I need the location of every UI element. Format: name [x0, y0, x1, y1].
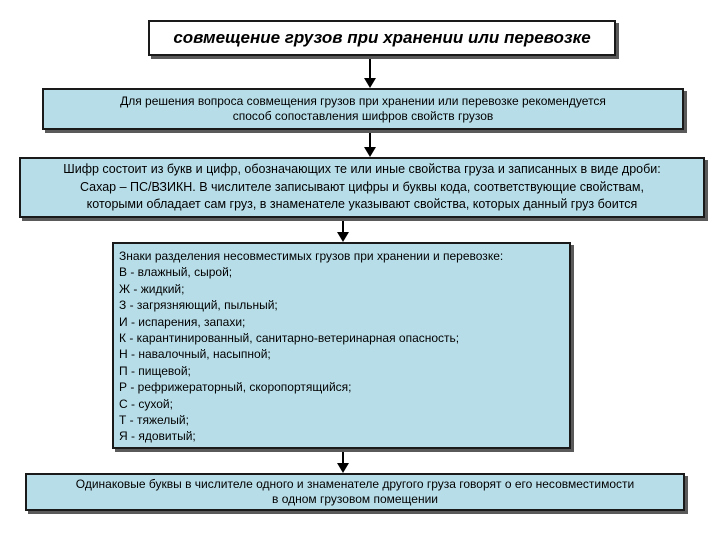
- cipher-description-box: [19, 157, 705, 218]
- arrowhead-4: [337, 463, 349, 473]
- recommendation-box: [42, 88, 684, 130]
- separation-signs-box: [112, 242, 571, 449]
- conclusion-box: [25, 473, 685, 511]
- diagram-title: совмещение грузов при хранении или перевозке: [173, 28, 591, 47]
- arrowhead-2: [364, 147, 376, 157]
- recommendation-line-2: способ сопоставления шифров свойств грузов: [232, 109, 494, 123]
- conclusion-line-2: в одном грузовом помещении: [271, 492, 438, 506]
- arrowhead-1: [364, 78, 376, 88]
- conclusion-line-1: Одинаковые буквы в числителе одного и знаменателе другого груза говорят о его несовместимости: [75, 477, 635, 491]
- recommendation-line-1: Для решения вопроса совмещения грузов при хранении или перевозке рекомендуется: [120, 94, 606, 108]
- sign-item: З - загрязняющий, пыльный;: [119, 298, 278, 313]
- sign-item: Т - тяжелый;: [119, 413, 189, 428]
- sign-item: П - пищевой;: [119, 363, 191, 378]
- sign-item: Н - навалочный, насыпной;: [119, 347, 271, 362]
- signs-header: Знаки разделения несовместимых грузов при хранении и перевозке:: [119, 249, 504, 263]
- cipher-line-1: Шифр состоит из букв и цифр, обозначающих те или иные свойства груза и записанных в виде дроби:: [63, 162, 661, 177]
- sign-item: Ж - жидкий;: [119, 281, 185, 296]
- cipher-line-3: которыми обладает сам груз, в знаменателе указывают свойства, которых данный груз боится: [86, 197, 638, 212]
- sign-item: С - сухой;: [119, 396, 173, 411]
- arrowhead-3: [337, 232, 349, 242]
- sign-item: Р - рефрижераторный, скоропортящийся;: [119, 380, 352, 395]
- sign-item: Я - ядовитый;: [119, 429, 196, 444]
- diagram-title-box: [148, 20, 616, 56]
- sign-item: К - карантинированный, санитарно-ветеринарная опасность;: [119, 331, 460, 346]
- cipher-line-2: Сахар – ПС/ВЗИКН. В числителе записывают цифры и буквы кода, соответствующие свойствам,: [79, 179, 644, 194]
- sign-item: И - испарения, запахи;: [119, 314, 246, 329]
- sign-item: В - влажный, сырой;: [119, 265, 233, 280]
